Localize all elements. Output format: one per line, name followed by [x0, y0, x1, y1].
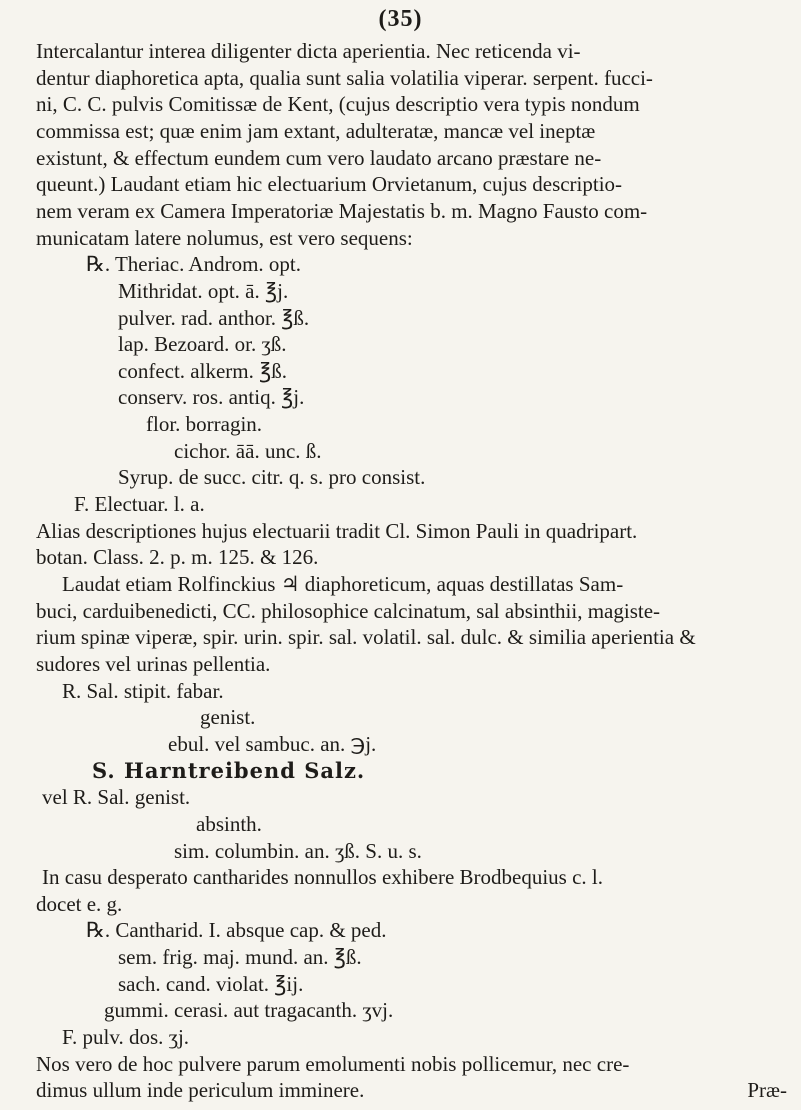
recipe-line: absinth.: [196, 811, 262, 836]
text-line: Intercalantur interea diligenter dicta aperientia. Nec reticenda vi-: [36, 39, 581, 63]
recipe-line: conserv. ros. antiq. ℥j.: [118, 385, 305, 410]
recipe-line: ℞. Theriac. Androm. opt.: [86, 252, 301, 277]
recipe-line: ebul. vel sambuc. an. ℈j.: [168, 731, 377, 756]
recipe-line: pulver. rad. anthor. ℥ß.: [118, 305, 310, 330]
text-line: dimus ullum inde periculum imminere.: [36, 1078, 365, 1103]
text-line: sudores vel urinas pellentia.: [36, 651, 271, 676]
recipe-line: Syrup. de succ. citr. q. s. pro consist.: [118, 465, 426, 490]
recipe-line: F. Electuar. l. a.: [74, 492, 205, 517]
text-line: commissa est; quæ enim jam extant, adulteratæ, mancæ vel ineptæ: [36, 118, 596, 143]
text-line: docet e. g.: [36, 891, 123, 916]
text-line: rium spinæ viperæ, spir. urin. spir. sal. volatil. sal. dulc. & similia aperientia &: [36, 625, 696, 650]
text-line: botan. Class. 2. p. m. 125. & 126.: [36, 545, 319, 570]
page-number-header: (35): [378, 6, 423, 32]
text-line: buci, carduibenedicti, CC. philosophice calcinatum, sal absinthii, magiste-: [36, 598, 661, 623]
text-line: dentur diaphoretica apta, qualia sunt salia volatilia viperar. serpent. fucci-: [36, 65, 653, 90]
recipe-line: Mithridat. opt. ā. ℥j.: [118, 278, 289, 303]
recipe-line: ℞. Cantharid. I. absque cap. & ped.: [86, 918, 387, 943]
recipe-line: lap. Bezoard. or. ʒß.: [118, 332, 287, 357]
recipe-line: sem. frig. maj. mund. an. ℥ß.: [118, 945, 362, 970]
text-line: ni, C. C. pulvis Comitissæ de Kent, (cujus descriptio vera typis nondum: [36, 92, 640, 117]
recipe-line: confect. alkerm. ℥ß.: [118, 358, 287, 383]
recipe-signature: S. Harntreibend Salz.: [92, 757, 366, 783]
text-line: nem veram ex Camera Imperatoriæ Majestatis b. m. Magno Fausto com-: [36, 198, 648, 223]
recipe-line: sach. cand. violat. ℥ij.: [118, 971, 304, 996]
recipe-line: sim. columbin. an. ʒß. S. u. s.: [174, 838, 422, 863]
text-line: existunt, & effectum eundem cum vero laudato arcano præstare ne-: [36, 145, 602, 170]
text-line: In casu desperato cantharides nonnullos exhibere Brodbequius c. l.: [42, 865, 604, 890]
recipe-line: flor. borragin.: [146, 412, 263, 437]
recipe-line: F. pulv. dos. ʒj.: [62, 1025, 190, 1050]
text-line: municatam latere nolumus, est vero sequens:: [36, 225, 413, 250]
recipe-line: genist.: [200, 705, 256, 730]
text-line: queunt.) Laudant etiam hic electuarium Orvietanum, cujus descriptio-: [36, 172, 623, 197]
text-line: Nos vero de hoc pulvere parum emolumenti nobis pollicemur, nec cre-: [36, 1051, 630, 1076]
recipe-line: vel R. Sal. genist.: [42, 785, 191, 810]
text-line: Laudat etiam Rolfinckius ♃ diaphoreticum, aquas destillatas Sam-: [62, 572, 624, 596]
recipe-line: cichor. āā. unc. ß.: [174, 438, 322, 463]
recipe-line: gummi. cerasi. aut tragacanth. ʒvj.: [104, 998, 394, 1023]
recipe-line: R. Sal. stipit. fabar.: [62, 678, 224, 703]
catchword: Præ-: [747, 1078, 787, 1103]
text-line: Alias descriptiones hujus electuarii tradit Cl. Simon Pauli in quadripart.: [36, 518, 638, 543]
